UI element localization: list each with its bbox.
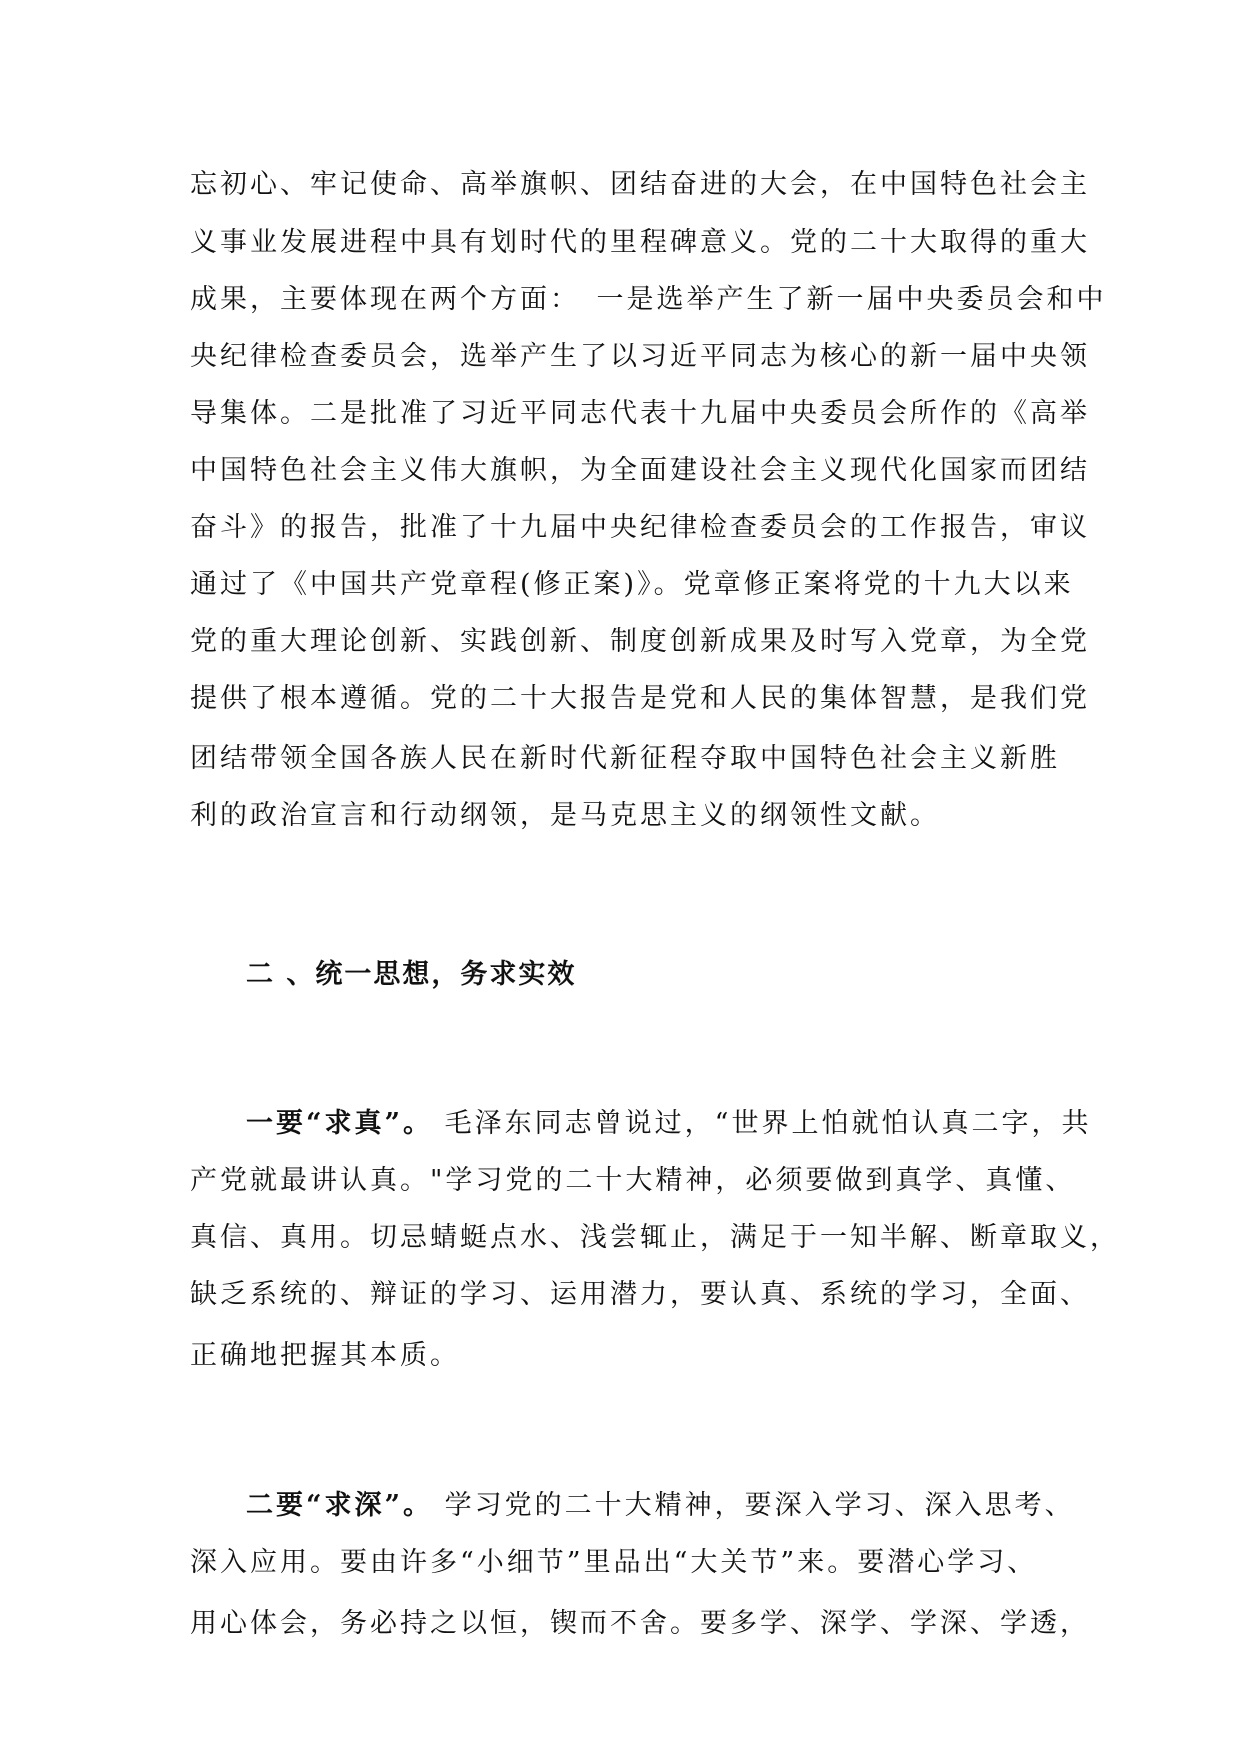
text-line: 利的政治宣言和行动纲领，是马克思主义的纲领性文献。 — [190, 800, 940, 831]
text-line: 产党就最讲认真。"学习党的二十大精神，必须要做到真学、真懂、 — [190, 1165, 1076, 1196]
text-line: 通过了《中国共产党章程(修正案)》。党章修正案将党的十九大以来 — [190, 569, 1074, 600]
text-line: 党的重大理论创新、实践创新、制度创新成果及时写入党章，为全党 — [190, 626, 1090, 657]
paragraph-first-line-text: 学习党的二十大精神，要深入学习、深入思考、 — [433, 1490, 1075, 1521]
section-heading: 二 、统一思想，务求实效 — [246, 959, 577, 990]
text-line: 用心体会，务必持之以恒，锲而不舍。要多学、深学、学深、学透， — [190, 1608, 1090, 1639]
text-line: 真信、真用。切忌蜻蜓点水、浅尝辄止，满足于一知半解、断章取义， — [190, 1222, 1120, 1253]
text-line-first — [246, 1104, 1091, 1144]
text-line: 奋斗》的报告，批准了十九届中央纪律检查委员会的工作报告，审议 — [190, 512, 1090, 543]
text-line: 中国特色社会主义伟大旗帜，为全面建设社会主义现代化国家而团结 — [190, 455, 1090, 486]
text-line: 提供了根本遵循。党的二十大报告是党和人民的集体智慧，是我们党 — [190, 683, 1090, 714]
paragraph-lead: 二要“求深”。 — [246, 1490, 434, 1521]
text-line: 缺乏系统的、辩证的学习、运用潜力，要认真、系统的学习，全面、 — [190, 1279, 1090, 1310]
text-line: 正确地把握其本质。 — [190, 1340, 460, 1371]
text-line: 团结带领全国各族人民在新时代新征程夺取中国特色社会主义新胜 — [190, 743, 1060, 774]
text-line: 深入应用。要由许多“小细节”里品出“大关节”来。要潜心学习、 — [190, 1547, 1038, 1578]
text-line: 成果，主要体现在两个方面： 一是选举产生了新一届中央委员会和中 — [190, 284, 1107, 315]
text-line: 央纪律检查委员会，选举产生了以习近平同志为核心的新一届中央领 — [190, 341, 1090, 372]
text-line-first — [246, 1486, 1075, 1526]
paragraph-lead: 一要“求真”。 — [246, 1108, 434, 1139]
paragraph-first-line-text: 毛泽东同志曾说过，“世界上怕就怕认真二字，共 — [433, 1108, 1092, 1139]
text-line: 忘初心、牢记使命、高举旗帜、团结奋进的大会，在中国特色社会主 — [190, 169, 1090, 200]
text-line: 义事业发展进程中具有划时代的里程碑意义。党的二十大取得的重大 — [190, 227, 1090, 258]
text-line: 导集体。二是批准了习近平同志代表十九届中央委员会所作的《高举 — [190, 398, 1090, 429]
